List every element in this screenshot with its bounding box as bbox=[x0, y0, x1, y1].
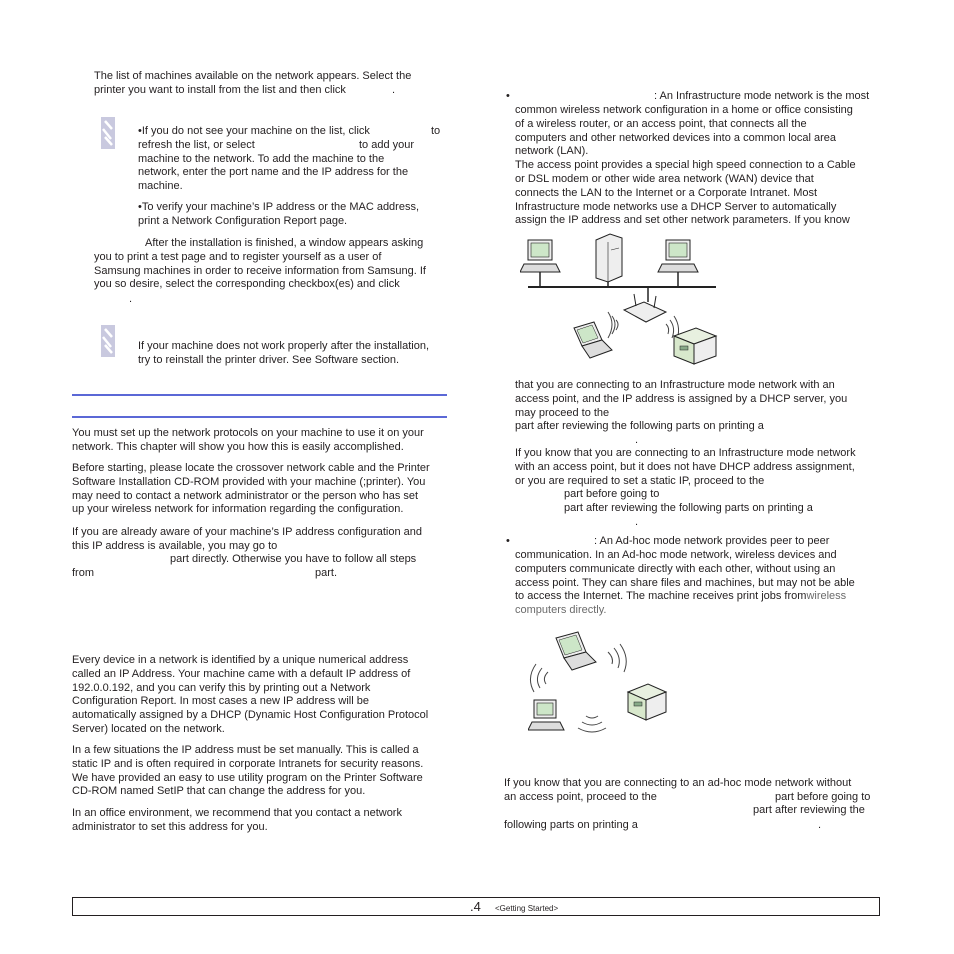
page-number: .4 bbox=[470, 899, 481, 914]
adhoc-network-illustration bbox=[528, 630, 668, 740]
server-tower-icon bbox=[596, 234, 622, 287]
laptop-icon bbox=[556, 632, 596, 670]
paragraph-infrastructure-dhcp: that you are connecting to an Infrastructure mode network with an access point, and the IP address is assigned by a DHCP server, you may proceed to the part after reviewing the following parts on printing a bbox=[515, 379, 848, 433]
paragraph-infrastructure-mode: common wireless network configuration in a home or office consisting of a wireless router, or an access point, that connects all the computers and other networked devices into a common local area network (LAN). The access point provides a special high speed connection to a Cable or DSL modem or other wide area network (WAN) device that connects the LAN to the Internet or a Corporate Intranet. Most Infrastructure mode networks use a DHCP Server to automatically assign the IP address and set other network parameters. If you know bbox=[515, 104, 856, 227]
desktop-computer-icon bbox=[528, 700, 564, 730]
desktop-computer-icon bbox=[658, 240, 698, 287]
bullet: • bbox=[506, 90, 510, 102]
note-icon bbox=[97, 323, 119, 359]
paragraph-adhoc-proceed: If you know that you are connecting to an ad-hoc mode network without an access point, proceed to the bbox=[504, 777, 852, 803]
text-part-before-going: part before going to bbox=[775, 791, 871, 803]
text-following-parts: following parts on printing a bbox=[504, 819, 638, 831]
note-verify-ip: •To verify your machine’s IP address or the MAC address, print a Network Configuration Report page. bbox=[138, 201, 420, 227]
period: . bbox=[129, 293, 133, 305]
chapter-label: <Getting Started> bbox=[495, 904, 559, 913]
section-rule-bottom bbox=[72, 416, 447, 418]
period: . bbox=[818, 819, 822, 831]
paragraph-ip-address: Every device in a network is identified by a unique numerical address called an IP Address. Your machine came with a default IP address of 192.0.0.192, and you can verify this by printing out a Network Configuration Report. In most cases a new IP address will be automatically assigned by a DHCP (Dynamic Host Configuration Protocol Server) located on the network. bbox=[72, 654, 429, 735]
text-part: part. bbox=[315, 567, 338, 579]
paragraph-machine-list: The list of machines available on the network appears. Select the printer you want to install from the list and then click bbox=[94, 70, 412, 96]
period: . bbox=[392, 84, 396, 96]
adhoc-first-line: : An Ad-hoc mode network provides peer to peer bbox=[594, 535, 830, 547]
section-rule-top bbox=[72, 394, 447, 396]
desktop-computer-icon bbox=[520, 240, 560, 287]
laptop-icon bbox=[574, 322, 612, 358]
period: . bbox=[635, 434, 639, 446]
access-point-icon bbox=[624, 294, 666, 322]
note-icon bbox=[97, 115, 119, 151]
paragraph-infrastructure-static: If you know that you are connecting to an Infrastructure mode network with an access point, but it does not have DHCP address assignment, or you are required to set a static IP, proceed to the bbox=[515, 447, 856, 487]
printer-icon bbox=[674, 328, 716, 364]
infrastructure-first-line: : An Infrastructure mode network is the most bbox=[654, 90, 870, 102]
paragraph-installation-finished: After the installation is finished, a window appears asking you to print a test page and to register yourself as a user of Samsung machines in order to receive information from Samsung. If you so desire, select the corresponding checkbox(es) and click bbox=[94, 237, 426, 291]
period: . bbox=[635, 516, 639, 528]
note-add-your: to add your bbox=[359, 139, 415, 151]
paragraph-static-ip: In a few situations the IP address must be set manually. This is called a static IP and is often required in corporate Intranets for security reasons. We have provided an easy to use utility program on the Printer Software CD-ROM named SetIP that can change the address for you. bbox=[72, 744, 424, 798]
paragraph-adhoc-mode: communication. In an Ad-hoc mode network, wireless devices and computers communicate directly with each other, without using an access point. They can share files and machines, but may not be able to access the Internet. The machine receives print jobs fromwireless computers directly. bbox=[515, 549, 855, 617]
printer-icon bbox=[628, 684, 666, 720]
note-word-to: to bbox=[431, 125, 441, 137]
text-from: from bbox=[72, 567, 94, 579]
text-part-after-reviewing: part after reviewing the following parts on printing a bbox=[564, 502, 813, 514]
note-reinstall-driver: If your machine does not work properly after the installation, try to reinstall the printer driver. See Software section. bbox=[138, 340, 430, 366]
text-part-directly: part directly. Otherwise you have to follow all steps bbox=[170, 553, 417, 565]
paragraph-ip-known: If you are already aware of your machine’s IP address configuration and this IP address is available, you may go to bbox=[72, 526, 422, 552]
paragraph-before-starting: Before starting, please locate the crossover network cable and the Printer Software Installation CD-ROM provided with your machine (;printer). You may need to contact a network administrator or the person who has set up your wireless network for information regarding the configuration. bbox=[72, 462, 430, 516]
paragraph-network-protocols: You must set up the network protocols on your machine to use it on your network. This chapter will show you how this is easily accomplished. bbox=[72, 427, 424, 453]
text-part-before-going: part before going to bbox=[564, 488, 660, 500]
paragraph-office-environment: In an office environment, we recommend that you contact a network administrator to set this address for you. bbox=[72, 807, 402, 833]
bullet: • bbox=[506, 535, 510, 547]
infrastructure-network-illustration bbox=[520, 232, 720, 372]
note-machine-not-listed: •If you do not see your machine on the list, click refresh the list, or select machine to the network. To add the machine to the network, enter the port name and the IP address for the machine. bbox=[138, 125, 409, 193]
text-part-after-reviewing: part after reviewing the bbox=[753, 804, 865, 816]
